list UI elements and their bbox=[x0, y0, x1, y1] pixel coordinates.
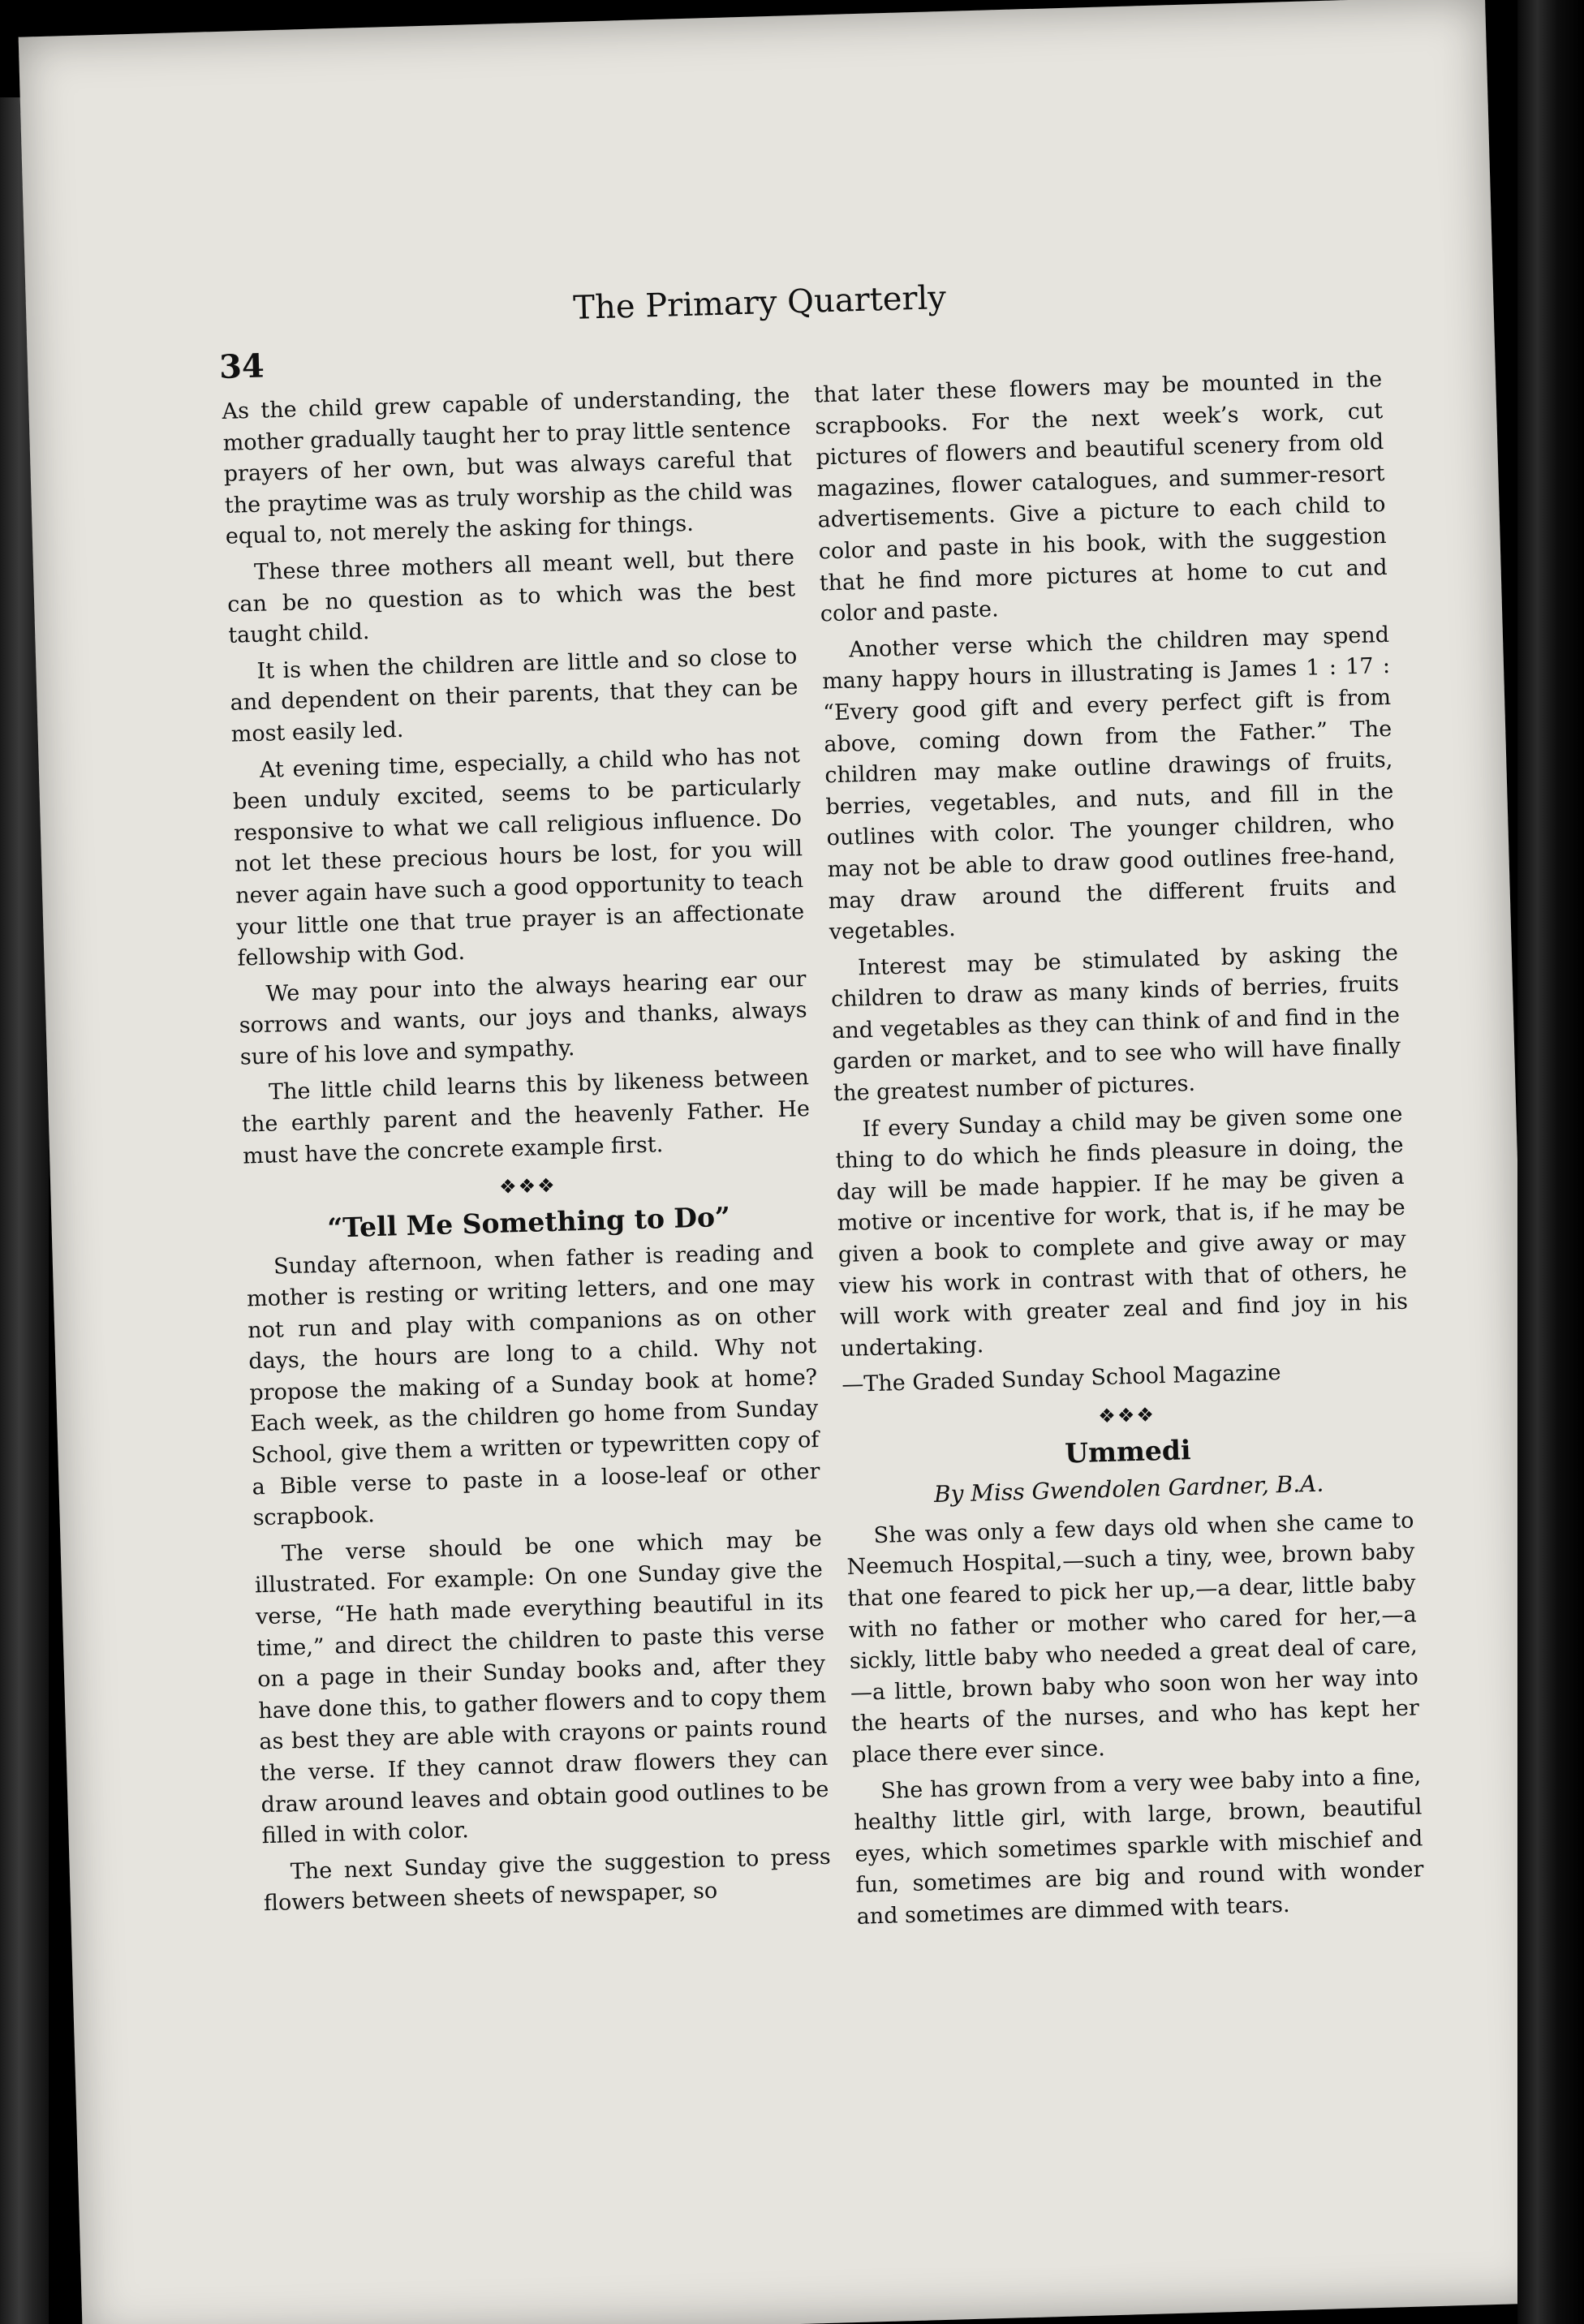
paragraph: She has grown from a very wee baby into a fine, healthy little girl, with large, brown, beautiful eyes, which sometimes sparkle with mischief and fun, sometimes are big and round with wonder and sometimes are dimmed with tears. bbox=[854, 1762, 1424, 1930]
section-ornament: ❖❖❖ bbox=[1097, 1403, 1156, 1428]
source-credit: —The Graded Sunday School Magazine bbox=[841, 1360, 1281, 1398]
byline: By Miss Gwendolen Gardner, B.A. bbox=[933, 1470, 1324, 1508]
paragraph: These three mothers all meant well, but there can be no question as to which was the best taught child. bbox=[226, 544, 796, 649]
paragraph: The next Sunday give the suggestion to press flowers between sheets of newspaper, so bbox=[263, 1844, 832, 1917]
article-title: “Tell Me Something to Do” bbox=[326, 1200, 731, 1244]
article-title: Ummedi bbox=[1064, 1433, 1191, 1470]
paragraph: Interest may be stimulated by asking the children to draw as many kinds of berries, fruits and vegetables as they can think of and find in the garden or market, and to see who will have finally the greatest number of pictures. bbox=[830, 940, 1401, 1107]
paragraph: We may pour into the always hearing ear our sorrows and wants, our joys and thanks, always sure of his love and sympathy. bbox=[239, 966, 807, 1070]
scanner-right-edge bbox=[1517, 0, 1584, 2324]
paragraph: She was only a few days old when she came to Neemuch Hospital,—such a tiny, wee, brown baby that one feared to pick her up,—a dear, little baby with no father or mother who cared for her,—a sickly, little baby who needed a great deal of care,—a little, brown baby who soon won her way into the hearts of the nurses, and who has kept her place there ever since. bbox=[846, 1508, 1420, 1768]
paragraph: If every Sunday a child may be given some one thing to do which he finds pleasure in doing, the day will be made happier. If he may be given a motive or incentive for work, that is, if he may be given a book to complete and give away or may view his work in contrast with that of others, he will work with greater zeal and find joy in his undertaking. bbox=[835, 1101, 1409, 1362]
page-number: 34 bbox=[218, 346, 265, 387]
paragraph: As the child grew capable of understanding, the mother gradually taught her to pray little sentence prayers of her own, but was always careful that the praytime was as truly worship as the child was equal to, not merely the asking for things. bbox=[222, 383, 794, 550]
paragraph: that later these flowers may be mounted in the scrapbooks. For the next week’s work, cut pictures of flowers and beautiful scenery from old magazines, flower catalogues, and summer-resort advertisements. Give a picture to each child to color and paste in his book, with the suggestion that he find more pictures at home to cut and color and paste. bbox=[813, 367, 1388, 627]
paragraph: Another verse which the children may spend many happy hours in illustrating is James 1 : 17 : “Every good gift and every perfect gift is from above, coming down from the Father.” The children may make outline drawings of fruits, berries, vegetables, and nuts, and fill in the outlines with color. The younger children, who may not be able to draw good outlines free-hand, may draw around the different fruits and vegetables. bbox=[821, 622, 1397, 945]
book-page bbox=[19, 0, 1550, 2324]
section-ornament: ❖❖❖ bbox=[498, 1174, 557, 1199]
paragraph: The little child learns this by likeness between the earthly parent and the heavenly Father. He must have the concrete example first. bbox=[241, 1065, 811, 1169]
paragraph: At evening time, especially, a child who has not been unduly excited, seems to be particularly responsive to what we call religious influence. Do not let these precious hours be lost, for you will never again have such a good opportunity to teach your little one that true prayer is an affectionate fellowship with God. bbox=[232, 742, 805, 971]
paragraph: It is when the children are little and so close to and dependent on their parents, that they can be most easily led. bbox=[230, 643, 798, 747]
right-column bbox=[814, 364, 1425, 1938]
paragraph: Sunday afternoon, when father is reading and mother is resting or writing letters, and one may not run and play with companions as on other days, the hours are long to a child. Why not propose the making of a Sunday book at home? Each week, as the children go home from Sunday School, give them a written or typewritten copy of a Bible verse to paste in a loose-leaf or other scrapbook. bbox=[246, 1239, 820, 1531]
left-column bbox=[222, 381, 832, 1925]
paragraph: The verse should be one which may be illustrated. For example: On one Sunday give the verse, “He hath made everything beautiful in its time,” and direct the children to paste this verse on a page in their Sunday books and, after they have done this, to gather flowers and to copy them as best they are able with crayons or paints round the verse. If they cannot draw flowers they can draw around leaves and obtain good outlines to be filled in with color. bbox=[254, 1526, 829, 1849]
running-header: The Primary Quarterly bbox=[572, 279, 947, 327]
